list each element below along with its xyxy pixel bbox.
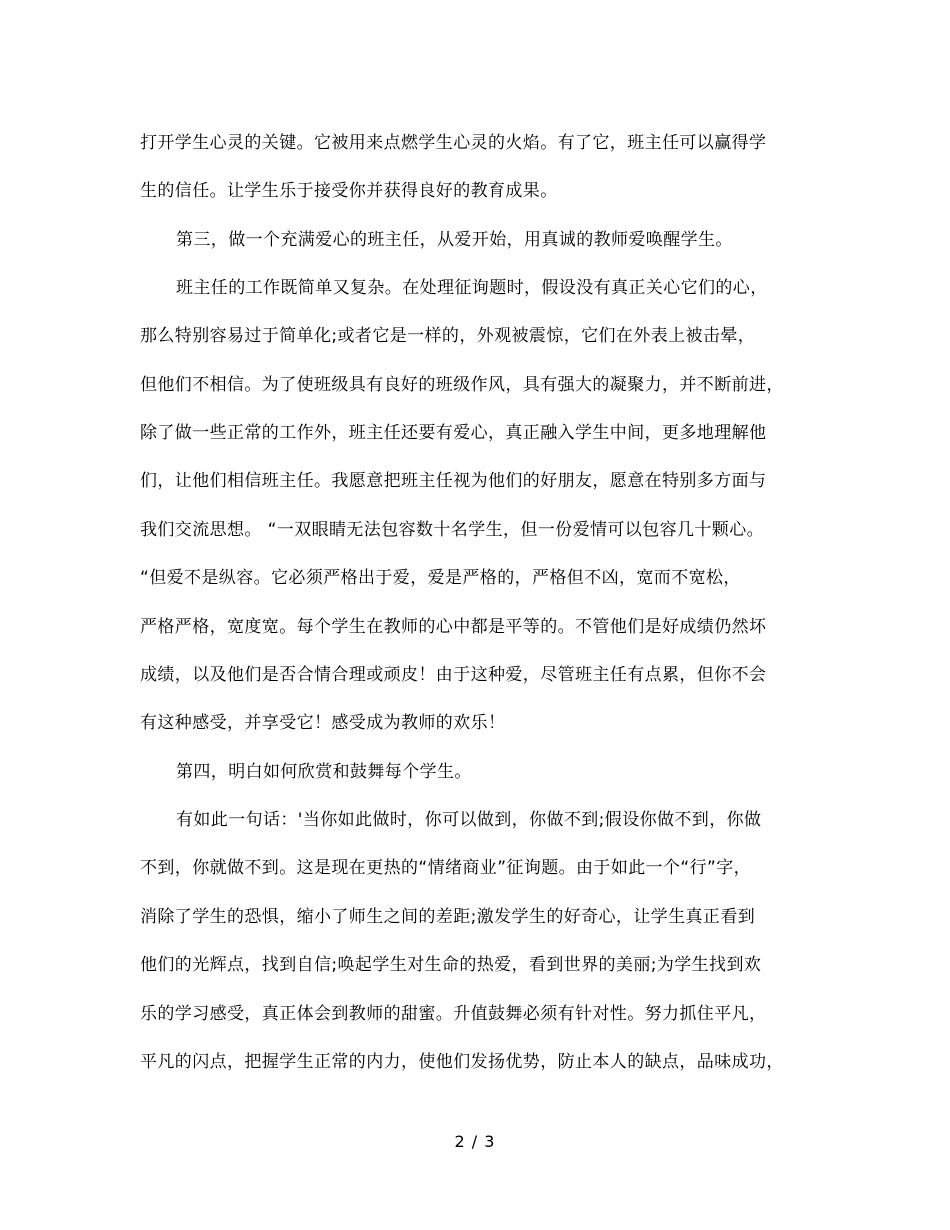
- paragraph-start-line: 第四，明白如何欣赏和鼓舞每个学生。: [176, 762, 472, 782]
- text-line: “但爱不是纵容。它必须严格出于爱，爱是严格的，严格但不凶，宽而不宽松，: [140, 568, 741, 588]
- text-line: 成绩，以及他们是否合情合理或顽皮！由于这种爱，尽管班主任有点累，但你不会: [140, 665, 767, 685]
- text-line: 但他们不相信。为了使班级具有良好的班级作风，具有强大的凝聚力，并不断前进，: [140, 375, 784, 395]
- text-line: 们，让他们相信班主任。我愿意把班主任视为他们的好朋友，愿意在特别多方面与: [140, 471, 767, 491]
- text-line: 不到，你就做不到。这是现在更热的“情绪商业”征询题。由于如此一个“行”字，: [140, 858, 752, 878]
- text-line: 乐的学习感受，真正体会到教师的甜蜜。升值鼓舞必须有针对性。努力抓住平凡，: [140, 1004, 767, 1024]
- paragraph-start-line: 第三，做一个充满爱心的班主任，从爱开始，用真诚的教师爱唤醒学生。: [176, 230, 733, 250]
- text-line: 严格严格，宽度宽。每个学生在教师的心中都是平等的。不管他们是好成绩仍然坏: [140, 617, 767, 637]
- text-line: 平凡的闪点，把握学生正常的内力，使他们发扬优势，防止本人的缺点，品味成功，: [140, 1052, 784, 1072]
- text-line: 那么特别容易过于简单化;或者它是一样的，外观被震惊，它们在外表上被击晕，: [140, 326, 756, 346]
- text-line: 除了做一些正常的工作外，班主任还要有爱心，真正融入学生中间，更多地理解他: [140, 423, 767, 443]
- text-line: 打开学生心灵的关键。它被用来点燃学生心灵的火焰。有了它，班主任可以赢得学: [140, 133, 767, 153]
- page-number: 2 / 3: [454, 1132, 496, 1151]
- text-line: 他们的光辉点，找到自信;唤起学生对生命的热爱，看到世界的美丽;为学生找到欢: [140, 955, 762, 975]
- paragraph-start-line: 班主任的工作既简单又复杂。在处理征询题时，假设没有真正关心它们的心，: [176, 278, 768, 298]
- text-line: 消除了学生的恐惧，缩小了师生之间的差距;激发学生的好奇心，让学生真正看到: [140, 907, 756, 927]
- text-line: 有这种感受，并享受它！感受成为教师的欢乐！: [140, 713, 506, 733]
- text-line: 生的信任。让学生乐于接受你并获得良好的教育成果。: [140, 181, 558, 201]
- text-line: 我们交流思想。 “一双眼睛无法包容数十名学生，但一份爱情可以包容几十颗心。: [140, 520, 765, 540]
- paragraph-start-line: 有如此一句话：'当你如此做时，你可以做到，你做不到;假设你做不到，你做: [176, 810, 762, 830]
